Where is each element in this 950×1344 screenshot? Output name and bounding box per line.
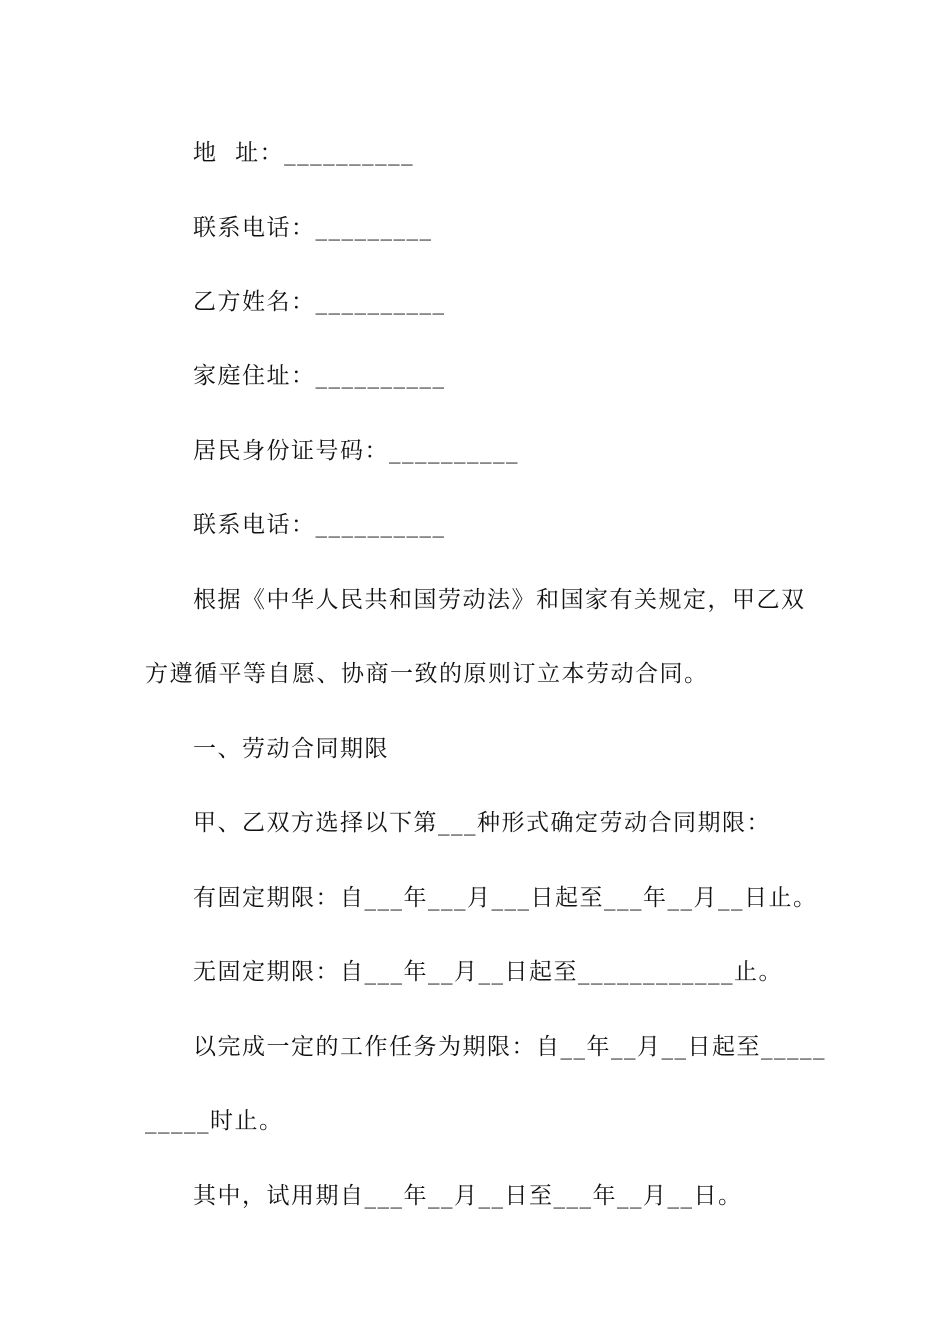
field-party-b-name: 乙方姓名：__________ [193,289,446,315]
field-phone-party-b: 联系电话：__________ [193,512,446,538]
term-unfixed: 无固定期限：自___年__月__日起至____________止。 [193,959,783,985]
term-task-based-line-2: _____时止。 [145,1108,284,1134]
field-phone-party-a: 联系电话：_________ [193,215,433,241]
preamble-line-2: 方遵循平等自愿、协商一致的原则订立本劳动合同。 [145,661,709,687]
field-address: 地 址：__________ [193,140,415,166]
preamble-line-1: 根据《中华人民共和国劳动法》和国家有关规定，甲乙双 [193,587,806,613]
field-id-number: 居民身份证号码：__________ [193,438,519,464]
term-option-select: 甲、乙双方选择以下第___种形式确定劳动合同期限： [193,810,771,836]
section-heading-contract-term: 一、劳动合同期限 [193,736,389,762]
term-fixed: 有固定期限：自___年___月___日起至___年__月__日止。 [193,885,818,911]
field-home-address: 家庭住址：__________ [193,363,446,389]
term-task-based-line-1: 以完成一定的工作任务为期限：自__年__月__日起至_____ [193,1034,826,1060]
probation-period: 其中，试用期自___年__月__日至___年__月__日。 [193,1183,743,1209]
